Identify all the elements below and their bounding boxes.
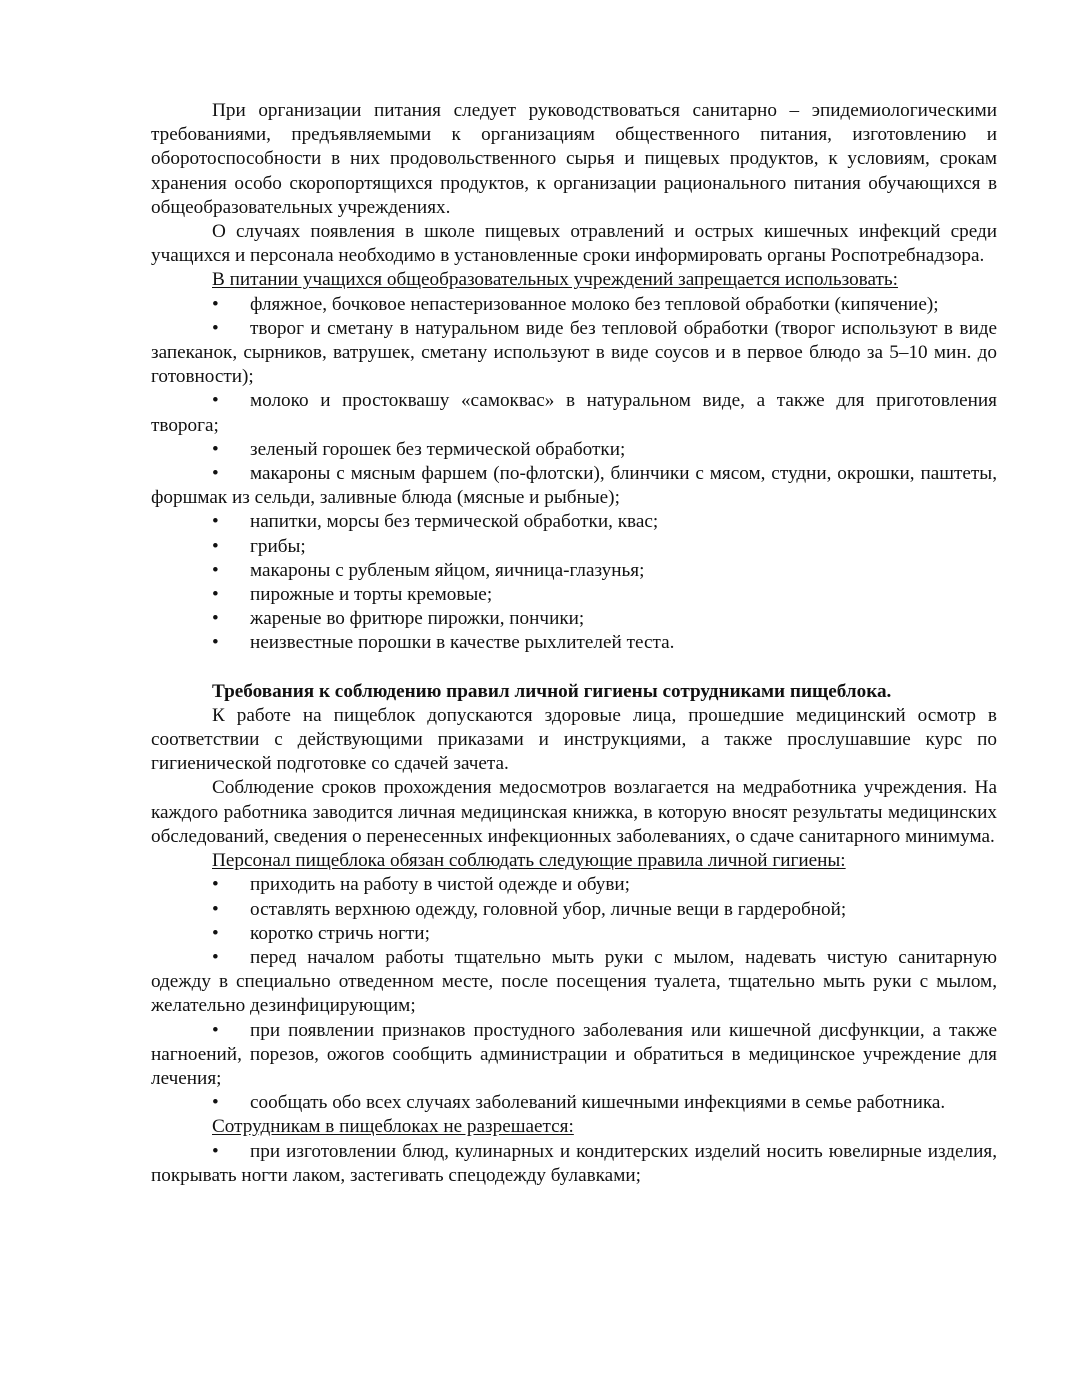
list-item — [151, 462, 997, 510]
list-item-text: макароны с рубленым яйцом, яичница-глазунья; — [250, 559, 645, 581]
bullet-icon: • — [212, 922, 219, 944]
list-item — [151, 1140, 997, 1188]
list-item — [151, 922, 997, 946]
list-item — [151, 559, 997, 583]
list-item-text: перед началом работы тщательно мыть руки с мылом, надевать чистую санитарную одежду в специально отведенном месте, после посещения туалета, тщательно мыть руки с мылом, желательно дезинфицирующим; — [151, 946, 997, 1017]
list-item — [151, 946, 997, 1019]
bullet-icon: • — [212, 390, 219, 412]
list-item — [151, 607, 997, 631]
list-item-text: неизвестные порошки в качестве рыхлителей теста. — [250, 632, 675, 654]
list-item-text: при появлении признаков простудного заболевания или кишечной дисфункции, а также нагноений, порезов, ожогов сообщить администрации и обратиться в медицинское учреждение для лечения; — [151, 1019, 997, 1089]
list-item — [151, 898, 997, 922]
list-item-text: макароны с мясным фаршем (по-флотски), блинчики с мясом, студни, окрошки, паштеты, форшмак из сельди, заливные блюда (мясные и рыбные); — [151, 463, 997, 509]
list-item-text: грибы; — [250, 535, 306, 557]
bullet-icon: • — [212, 632, 219, 654]
bullet-icon: • — [212, 584, 219, 606]
document-page — [151, 99, 997, 1188]
bullet-icon: • — [212, 1140, 219, 1162]
bullet-icon: • — [212, 608, 219, 630]
bullet-icon: • — [212, 535, 219, 557]
bullet-icon: • — [212, 293, 219, 315]
list-item — [151, 1019, 997, 1092]
section-title: Требования к соблюдению правил личной гигиены сотрудниками пищеблока. — [212, 680, 892, 702]
bullet-icon: • — [212, 511, 219, 533]
prohibited-heading — [151, 268, 997, 292]
bullet-icon: • — [212, 1092, 219, 1114]
list-item-text: коротко стричь ногти; — [250, 922, 430, 944]
list-item-text: при изготовлении блюд, кулинарных и кондитерских изделий носить ювелирные изделия, покрывать ногти лаком, застегивать спецодежду булавками; — [151, 1140, 997, 1186]
list-item-text: оставлять верхнюю одежду, головной убор, личные вещи в гардеробной; — [250, 898, 847, 920]
list-item — [151, 873, 997, 897]
staff-rules-heading — [151, 849, 997, 873]
bullet-icon: • — [212, 898, 219, 920]
bullet-icon: • — [212, 317, 219, 339]
bullet-icon: • — [212, 559, 219, 581]
not-allowed-heading-text: Сотрудникам в пищеблоках не разрешается: — [212, 1116, 574, 1138]
list-item-text: фляжное, бочковое непастеризованное молоко без тепловой обработки (кипячение); — [250, 293, 939, 315]
bullet-icon: • — [212, 463, 219, 485]
list-item — [151, 631, 997, 655]
intro-paragraph: О случаях появления в школе пищевых отравлений и острых кишечных инфекций среди учащихся и персонала необходимо в установленные сроки информировать органы Роспотребнадзора. — [151, 221, 997, 267]
list-item-text: молоко и простоквашу «самоквас» в натуральном виде, а также для приготовления творога; — [151, 390, 997, 436]
list-item-text: пирожные и торты кремовые; — [250, 584, 493, 606]
bullet-icon: • — [212, 946, 219, 968]
list-item — [151, 317, 997, 390]
list-item-text: зеленый горошек без термической обработки; — [250, 438, 626, 460]
list-item-text: творог и сметану в натуральном виде без тепловой обработки (творог используют в виде запеканок, сырников, ватрушек, сметану используют в виде соусов и в первое блюдо за 5–10 мин. до готовности); — [151, 317, 997, 388]
list-item-text: приходить на работу в чистой одежде и обуви; — [250, 874, 630, 896]
body-paragraph: К работе на пищеблок допускаются здоровые лица, прошедшие медицинский осмотр в соответствии с действующими приказами и инструкциями, а также прослушавшие курс по гигиенической подготовке со сдачей зачета. — [151, 704, 997, 775]
list-item — [151, 389, 997, 437]
list-item — [151, 510, 997, 534]
list-item — [151, 293, 997, 317]
list-item — [151, 438, 997, 462]
intro-paragraph: При организации питания следует руководствоваться санитарно – эпидемиологическими требованиями, предъявляемыми к организациям общественного питания, изготовлению и оборотоспособности в них продовольственного сырья и пищевых продуктов, к условиям, срокам хранения особо скоропортящихся продуктов, к организации рационального питания обучающихся в общеобразовательных учреждениях. — [151, 100, 997, 218]
not-allowed-heading — [151, 1115, 997, 1139]
list-item-text: напитки, морсы без термической обработки, квас; — [250, 511, 659, 533]
body-paragraph: Соблюдение сроков прохождения медосмотров возлагается на медработника учреждения. На каждого работника заводится личная медицинская книжка, в которую вносят результаты медицинских обследований, сведения о перенесенных инфекционных заболеваниях, о сдаче санитарного минимума. — [151, 777, 997, 847]
list-item — [151, 535, 997, 559]
list-item — [151, 1091, 997, 1115]
list-item-text: сообщать обо всех случаях заболеваний кишечными инфекциями в семье работника. — [250, 1092, 946, 1114]
section-spacer — [151, 656, 997, 680]
staff-rules-heading-text: Персонал пищеблока обязан соблюдать следующие правила личной гигиены: — [212, 850, 846, 872]
list-item — [151, 583, 997, 607]
bullet-icon: • — [212, 874, 219, 896]
list-item-text: жареные во фритюре пирожки, пончики; — [250, 608, 585, 630]
prohibited-heading-text: В питании учащихся общеобразовательных учреждений запрещается использовать: — [212, 269, 898, 291]
bullet-icon: • — [212, 1019, 219, 1041]
bullet-icon: • — [212, 438, 219, 460]
